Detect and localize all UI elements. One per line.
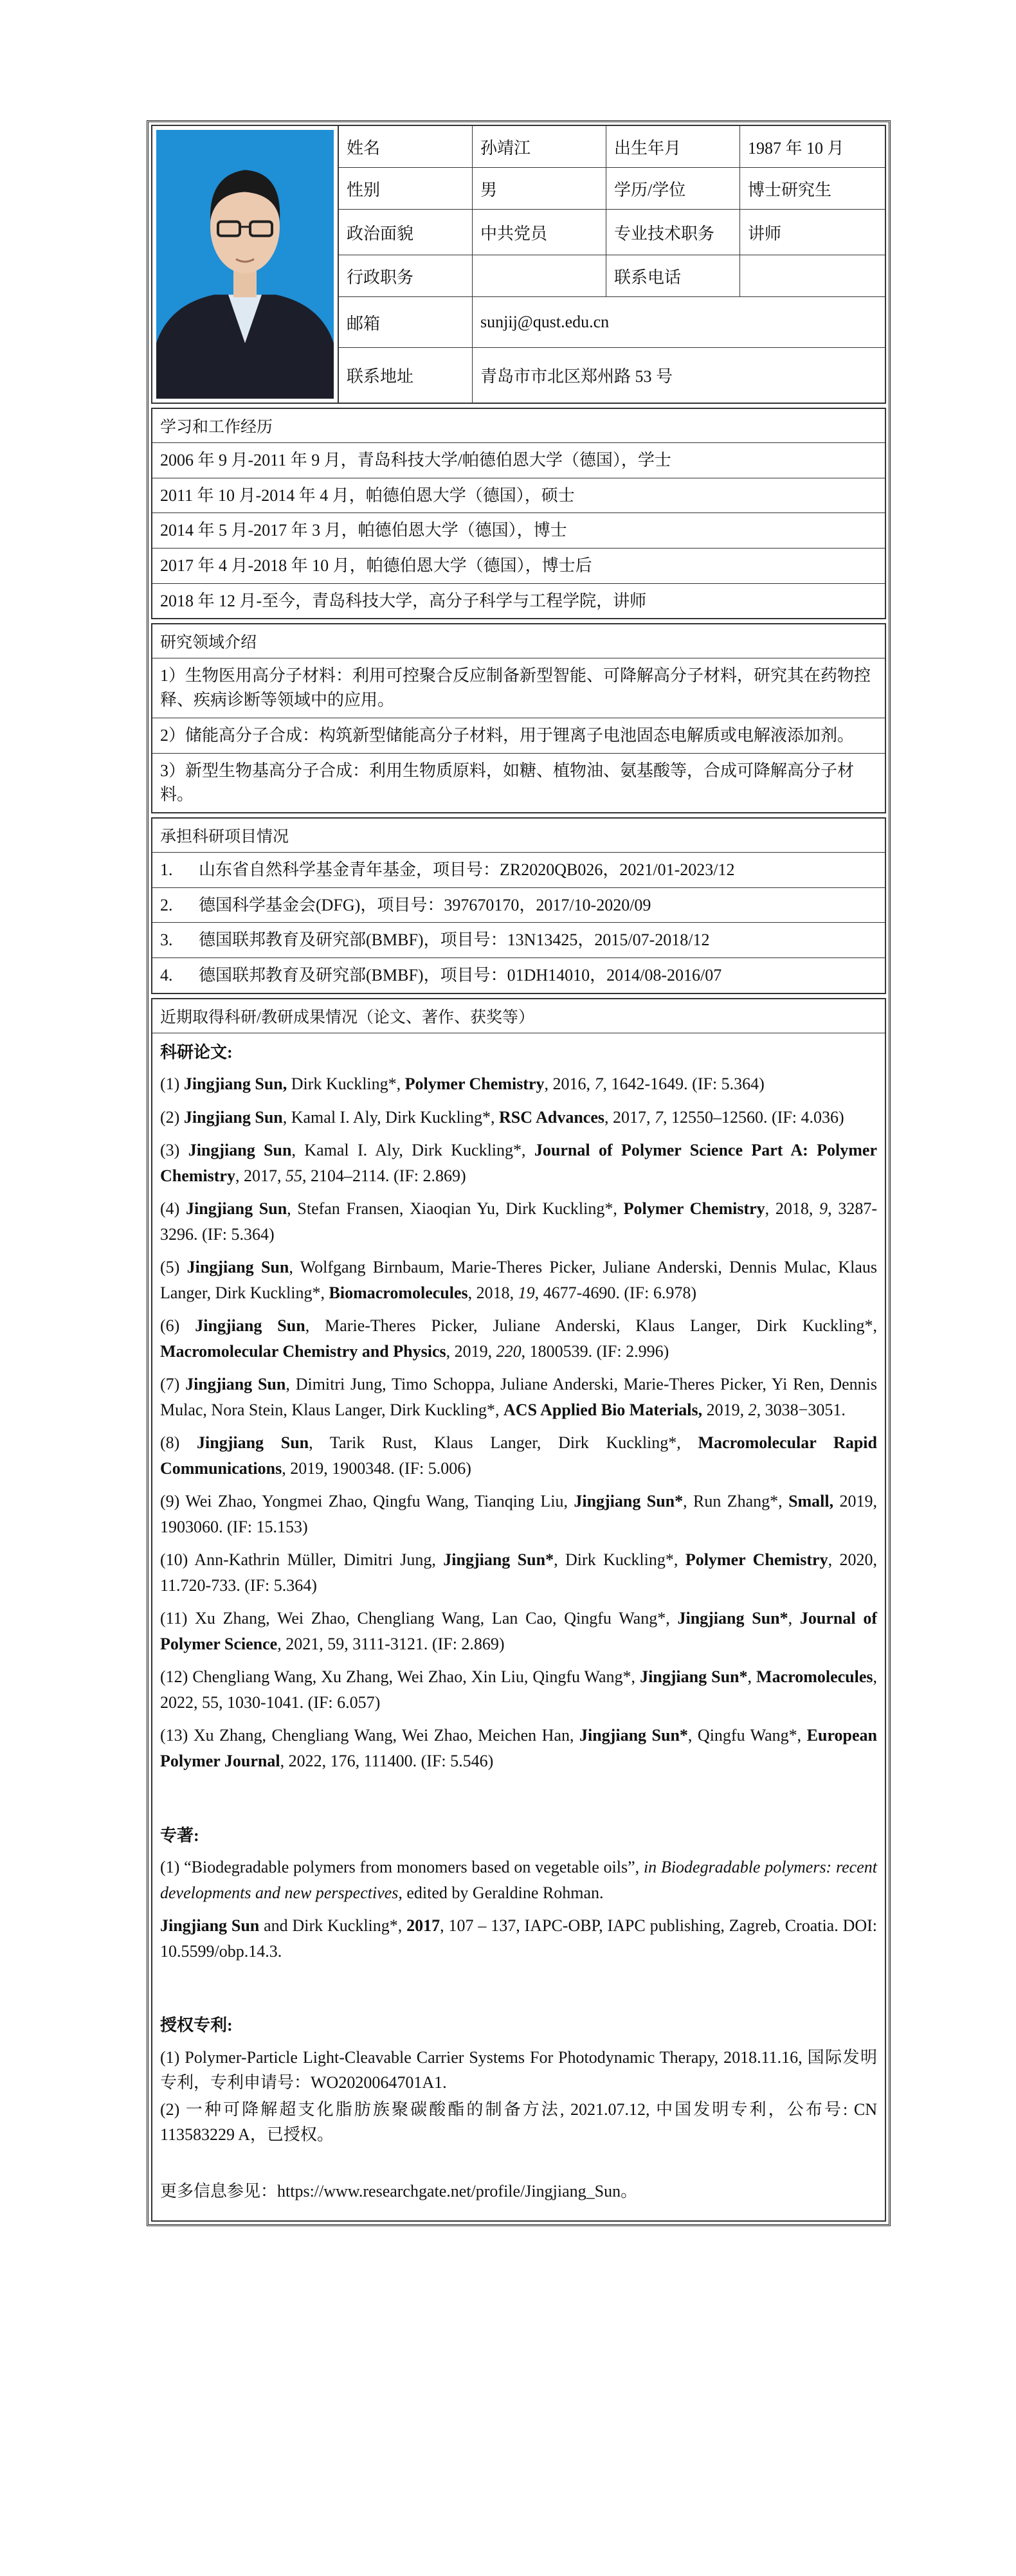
paper-prefix: (4) (160, 1199, 186, 1219)
research-item: 1）生物医用高分子材料：利用可控聚合反应制备新型智能、可降解高分子材料，研究其在药物控释、疾病诊断等领域中的应用。 (152, 658, 885, 718)
paper-pages: , 2104–2114. (IF: 2.869) (302, 1166, 466, 1185)
paper-journal: Journal of Polymer Science (160, 1609, 878, 1653)
paper-author-bold: Jingjiang Sun (197, 1433, 309, 1453)
paper-coauthors: , (747, 1667, 757, 1687)
degree-label: 学历/学位 (606, 168, 740, 209)
paper-entry (160, 1255, 877, 1305)
paper-entry (160, 1138, 877, 1188)
paper-pages: , 3287-3296. (IF: 5.364) (160, 1199, 877, 1244)
paper-author-bold: Jingjiang Sun (183, 1107, 283, 1127)
project-text: 德国科学基金会(DFG)，项目号：397670170，2017/10-2020/09 (199, 895, 651, 914)
book-title: in Biodegradable polymers: recent developments and new perspectives, (160, 1858, 877, 1902)
paper-year: 2019, 1903060. (IF: 15.153) (160, 1492, 878, 1536)
paper-journal: Polymer Chemistry (404, 1075, 545, 1094)
project-text: 德国联邦教育及研究部(BMBF)，项目号：01DH14010，2014/08-2016/07 (199, 965, 722, 984)
project-item (152, 923, 885, 958)
research-section (151, 623, 886, 813)
paper-prefix: (11) Xu Zhang, Wei Zhao, Chengliang Wang, Lan Cao, Qingfu Wang*, (160, 1609, 678, 1628)
paper-author-bold: Jingjiang Sun* (574, 1492, 684, 1511)
paper-volume: 19 (518, 1283, 535, 1302)
book-entry (160, 1855, 877, 1905)
personal-info-table (151, 125, 886, 404)
paper-volume: 7 (654, 1107, 663, 1127)
paper-year: , 2016, (544, 1075, 595, 1094)
paper-journal: RSC Advances (499, 1107, 604, 1127)
paper-coauthors: , Dimitri Jung, Timo Schoppa, Juliane Anderski, Marie-Theres Picker, Yi Ren, Dennis Mulac, Nora Stein, Klaus Langer, Dirk Kuckling*, (160, 1375, 878, 1419)
paper-entry (160, 1547, 877, 1598)
paper-entry (160, 1664, 877, 1715)
project-item (152, 958, 885, 993)
paper-entry (160, 1372, 877, 1422)
paper-coauthors: , Tarik Rust, Klaus Langer, Dirk Kuckling*, (309, 1433, 698, 1453)
name-value: 孙靖江 (473, 126, 606, 167)
birth-value: 1987 年 10 月 (748, 138, 844, 158)
paper-year: , 2022, 176, 111400. (IF: 5.546) (280, 1752, 494, 1770)
achievements-section (151, 998, 886, 2222)
paper-entry (160, 1430, 877, 1481)
paper-volume: 220 (496, 1341, 522, 1361)
paper-coauthors: , Kamal I. Aly, Dirk Kuckling*, (282, 1107, 499, 1127)
info-row-address (339, 348, 885, 403)
paper-coauthors: , Run Zhang*, (683, 1492, 789, 1511)
book-heading: 专著: (160, 1826, 199, 1845)
paper-pages: , 3038−3051. (756, 1400, 846, 1419)
paper-coauthors: , Stefan Fransen, Xiaoqian Yu, Dirk Kuckling*, (287, 1199, 624, 1219)
politics-label: 政治面貌 (339, 210, 473, 255)
paper-prefix: (2) (160, 1107, 184, 1127)
paper-prefix: (10) Ann-Kathrin Müller, Dimitri Jung, (160, 1550, 444, 1570)
admin-value (473, 255, 606, 296)
education-title: 学习和工作经历 (152, 409, 885, 443)
paper-coauthors: , Kamal I. Aly, Dirk Kuckling*, (291, 1141, 534, 1160)
book-editor: edited by Geraldine Rohman. (402, 1883, 604, 1902)
book-author-bold: Jingjiang Sun (160, 1916, 260, 1936)
more-info-link[interactable]: 更多信息参见：https://www.researchgate.net/profile/Jingjiang_Sun。 (160, 2181, 638, 2200)
paper-volume: 7 (594, 1075, 603, 1094)
paper-author-bold: Jingjiang Sun* (640, 1667, 748, 1687)
project-text: 德国联邦教育及研究部(BMBF)，项目号：13N13425，2015/07-2018/12 (199, 930, 710, 950)
paper-author-bold: Jingjiang Sun (185, 1375, 286, 1394)
info-row-politics (339, 210, 885, 255)
paper-pages: , 12550–12560. (IF: 4.036) (662, 1107, 844, 1127)
paper-year: , 2021, 59, 3111-3121. (IF: 2.869) (277, 1634, 505, 1653)
paper-journal: ACS Applied Bio Materials, (503, 1400, 703, 1419)
paper-journal: Journal of Polymer Science Part A: Polymer Chemistry (160, 1141, 878, 1185)
education-item: 2006 年 9 月-2011 年 9 月，青岛科技大学/帕德伯恩大学（德国），学士 (152, 443, 885, 478)
paper-author-bold: Jingjiang Sun* (677, 1609, 788, 1628)
paper-entry (160, 1489, 877, 1539)
paper-journal: Macromolecular Chemistry and Physics (160, 1341, 446, 1361)
paper-volume: 9 (819, 1199, 828, 1219)
address-label: 联系地址 (339, 348, 473, 403)
education-item: 2017 年 4 月-2018 年 10 月，帕德伯恩大学（德国），博士后 (152, 549, 885, 584)
paper-prefix: (7) (160, 1375, 186, 1394)
paper-pages: , 1800539. (IF: 2.996) (521, 1341, 669, 1361)
paper-prefix: (6) (160, 1316, 195, 1336)
paper-journal: Polymer Chemistry (685, 1550, 828, 1570)
paper-coauthors: , Dirk Kuckling*, (554, 1550, 685, 1570)
address-value: 青岛市市北区郑州路 53 号 (480, 367, 673, 386)
paper-author-bold: Jingjiang Sun* (579, 1726, 688, 1745)
patent-item: (1) Polymer-Particle Light-Cleavable Carrier Systems For Photodynamic Therapy, 2018.11.16, 国际发明专利，专利申请号：WO2020064701A1. (160, 2047, 877, 2092)
email-label: 邮箱 (339, 297, 473, 347)
politics-value: 中共党员 (473, 210, 606, 255)
photo-cell (152, 126, 339, 403)
book-authors (160, 1913, 877, 1964)
patent-item: (2) 一种可降解超支化脂肪族聚碳酸酯的制备方法, 2021.07.12, 中国发明专利，公布号: CN 113583229 A，已授权。 (160, 2100, 877, 2145)
book-publisher: , 107 – 137, IAPC-OBP, IAPC publishing, Zagreb, Croatia. DOI: 10.5599/obp.14.3. (160, 1916, 878, 1961)
paper-year: , 2017, (604, 1107, 655, 1127)
paper-coauthors: , (788, 1609, 800, 1628)
phone-value (740, 255, 885, 296)
paper-entry (160, 1105, 877, 1130)
paper-prefix: (13) Xu Zhang, Chengliang Wang, Wei Zhao, Meichen Han, (160, 1726, 579, 1745)
paper-author-bold: Jingjiang Sun* (443, 1550, 554, 1570)
email-value[interactable]: sunjij@qust.edu.cn (480, 313, 610, 331)
paper-pages: , 4677-4690. (IF: 6.978) (534, 1283, 696, 1302)
papers-list (160, 1071, 877, 1773)
paper-year: , 2019, 1900348. (IF: 5.006) (282, 1458, 471, 1478)
info-row-name (339, 126, 885, 168)
achievements-title: 近期取得科研/教研成果情况（论文、著作、获奖等） (152, 999, 885, 1033)
name-label: 姓名 (339, 126, 473, 167)
education-item: 2011 年 10 月-2014 年 4 月，帕德伯恩大学（德国），硕士 (152, 478, 885, 514)
paper-journal: European Polymer Journal (160, 1726, 877, 1770)
paper-prefix: (12) Chengliang Wang, Xu Zhang, Wei Zhao, Xin Liu, Qingfu Wang*, (160, 1667, 640, 1687)
paper-prefix: (8) (160, 1433, 197, 1453)
education-section (151, 408, 886, 619)
portrait-figure (156, 130, 334, 399)
title-label: 专业技术职务 (606, 210, 740, 255)
book-author-rest: and Dirk Kuckling*, (259, 1916, 407, 1936)
paper-author-bold: Jingjiang Sun (186, 1199, 287, 1219)
paper-year: , 2019, (446, 1341, 496, 1361)
paper-author-bold: Jingjiang Sun (195, 1316, 305, 1336)
patent-heading: 授权专利: (160, 2016, 233, 2035)
paper-entry (160, 1313, 877, 1364)
paper-coauthors: , Marie-Theres Picker, Juliane Anderski, Klaus Langer, Dirk Kuckling*, (305, 1316, 878, 1336)
paper-coauthors: , Qingfu Wang*, (687, 1726, 807, 1745)
birth-label: 出生年月 (606, 126, 740, 167)
info-row-gender (339, 168, 885, 210)
project-num: 2. (160, 895, 173, 914)
paper-year: 2019, (702, 1400, 748, 1419)
book-year: 2017 (406, 1916, 440, 1936)
gender-value: 男 (473, 168, 606, 209)
paper-volume: 2 (748, 1400, 757, 1419)
paper-journal: Small, (788, 1492, 834, 1511)
project-num: 1. (160, 860, 173, 879)
papers-heading: 科研论文: (160, 1042, 233, 1062)
paper-journal: Polymer Chemistry (623, 1199, 765, 1219)
gender-label: 性别 (339, 168, 473, 209)
profile-photo (156, 130, 334, 399)
project-item (152, 853, 885, 888)
research-item: 3）新型生物基高分子合成：利用生物质原料，如糖、植物油、氨基酸等，合成可降解高分子材料。 (160, 761, 855, 804)
phone-label: 联系电话 (606, 255, 740, 296)
paper-coauthors: , Wolfgang Birnbaum, Marie-Theres Picker, Juliane Anderski, Dennis Mulac, Klaus Langer, Dirk Kuckling*, (160, 1258, 877, 1302)
project-text: 山东省自然科学基金青年基金，项目号：ZR2020QB026，2021/01-2023/12 (199, 860, 735, 879)
paper-entry (160, 1723, 877, 1773)
admin-label: 行政职务 (339, 255, 473, 296)
paper-prefix: (1) (160, 1075, 184, 1094)
paper-entry (160, 1071, 877, 1097)
achievements-body (152, 1033, 885, 2221)
paper-journal: Macromolecular Rapid Communications (160, 1433, 877, 1478)
info-row-admin (339, 255, 885, 297)
education-item: 2014 年 5 月-2017 年 3 月，帕德伯恩大学（德国），博士 (152, 513, 885, 549)
paper-author-bold: Jingjiang Sun (186, 1258, 289, 1277)
degree-value: 博士研究生 (748, 180, 832, 199)
paper-journal: Biomacromolecules (329, 1283, 468, 1302)
paper-year: , 2018, (765, 1199, 820, 1219)
research-title: 研究领域介绍 (152, 624, 885, 658)
paper-year: , 2018, (467, 1283, 518, 1302)
paper-year: , 2022, 55, 1030-1041. (IF: 6.057) (160, 1667, 878, 1712)
paper-prefix: (9) Wei Zhao, Yongmei Zhao, Qingfu Wang, Tianqing Liu, (160, 1492, 574, 1511)
book-text: (1) “Biodegradable polymers from monomers based on vegetable oils”, (160, 1858, 644, 1877)
project-item (152, 888, 885, 923)
paper-entry (160, 1606, 877, 1656)
profile-document (147, 120, 891, 2226)
paper-year: , 2020, 11.720-733. (IF: 5.364) (160, 1550, 878, 1595)
research-item: 2）储能高分子合成：构筑新型储能高分子材料，用于锂离子电池固态电解质或电解液添加剂。 (152, 718, 885, 754)
project-num: 4. (160, 965, 173, 984)
paper-author-bold: Jingjiang Sun (188, 1141, 292, 1160)
title-value: 讲师 (748, 224, 782, 243)
project-num: 3. (160, 930, 173, 950)
projects-section (151, 817, 886, 994)
paper-author-bold: Jingjiang Sun, (183, 1075, 287, 1094)
projects-title: 承担科研项目情况 (152, 819, 885, 853)
paper-prefix: (3) (160, 1141, 188, 1160)
education-item: 2018 年 12 月-至今，青岛科技大学，高分子科学与工程学院，讲师 (160, 591, 647, 610)
paper-pages: , 1642-1649. (IF: 5.364) (603, 1075, 765, 1094)
paper-prefix: (5) (160, 1258, 187, 1277)
paper-journal: Macromolecules (756, 1667, 873, 1687)
paper-year: , 2017, (235, 1166, 286, 1185)
info-grid (339, 126, 885, 403)
info-row-email (339, 297, 885, 348)
paper-entry (160, 1196, 877, 1247)
paper-coauthors: Dirk Kuckling*, (287, 1075, 405, 1094)
paper-volume: 55 (285, 1166, 302, 1185)
